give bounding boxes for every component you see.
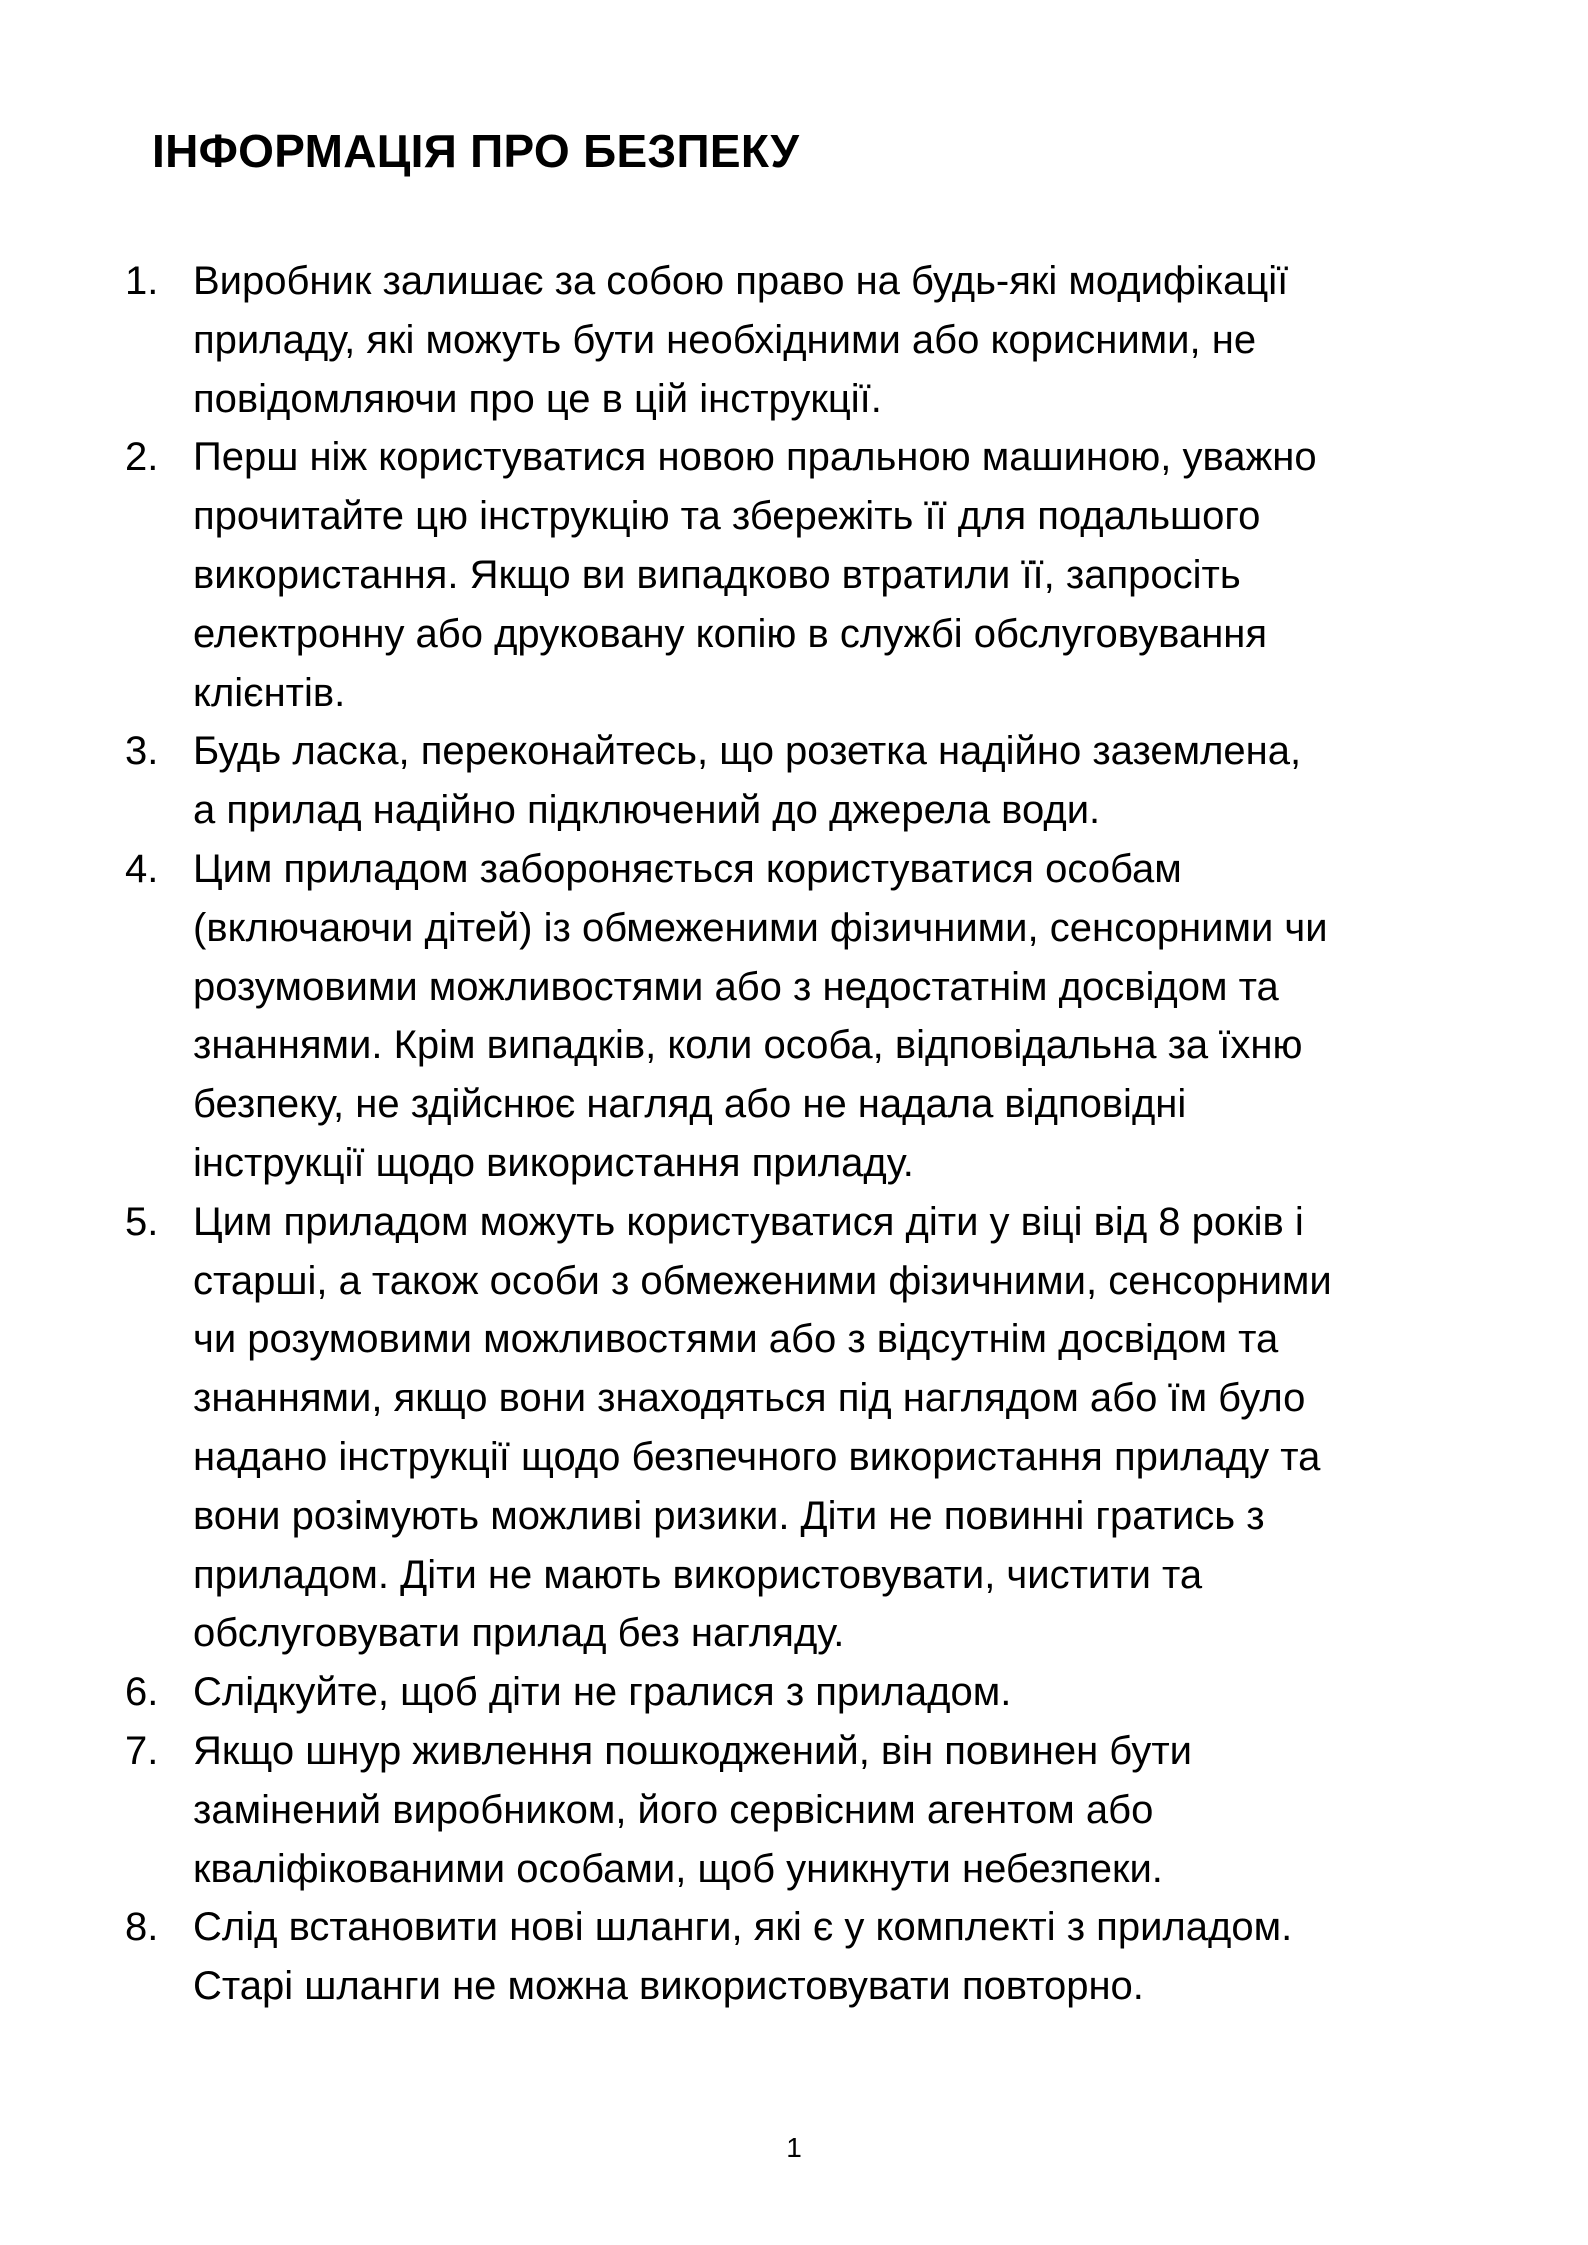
list-item bbox=[125, 840, 1515, 1193]
page-number: 1 bbox=[786, 2132, 802, 2163]
list-item-text: Слідкуйте, щоб діти не гралися з приладом. bbox=[193, 1670, 1012, 1715]
list-item bbox=[125, 428, 1515, 722]
list-item-number: 6. bbox=[125, 1670, 159, 1715]
list-item-number: 5. bbox=[125, 1199, 159, 1244]
list-item bbox=[125, 252, 1515, 428]
list-item-text: Будь ласка, переконайтесь, що розетка надійно заземлена, а прилад надійно підключений до джерела води. bbox=[193, 729, 1302, 833]
list-item-number: 1. bbox=[125, 259, 159, 303]
safety-list bbox=[125, 252, 1515, 2016]
list-item-text: Цим приладом забороняється користуватися особам (включаючи дітей) із обмеженими фізичними, сенсорними чи розумовими можливостями або з недостатнім досвідом та знаннями. Крім випадків, коли особа, відповідальна за їхню безпеку, не здійснює нагляд або не надала відповідні інструкції щодо використання приладу. bbox=[193, 846, 1328, 1185]
list-item bbox=[125, 1193, 1515, 1663]
list-item bbox=[125, 722, 1515, 840]
list-item bbox=[125, 1722, 1515, 1898]
list-item-text: Якщо шнур живлення пошкоджений, він повинен бути замінений виробником, його сервісним агентом або кваліфікованими особами, щоб уникнути небезпеки. bbox=[193, 1728, 1193, 1891]
list-item bbox=[125, 1898, 1515, 2016]
list-item-text: Виробник залишає за собою право на будь-які модифікації приладу, які можуть бути необхідними або корисними, не повідомляючи про це в цій інструкції. bbox=[193, 259, 1289, 421]
list-item-number: 2. bbox=[125, 435, 159, 480]
list-item bbox=[125, 1663, 1515, 1722]
page-title: ІНФОРМАЦІЯ ПРО БЕЗПЕКУ bbox=[152, 125, 800, 177]
list-item-text: Перш ніж користуватися новою пральною машиною, уважно прочитайте цю інструкцію та збережіть її для подальшого використання. Якщо ви випадково втратили її, запросіть електронну або друковану копію в службі обслуговування клієнтів. bbox=[193, 435, 1317, 715]
list-item-text: Слід встановити нові шланги, які є у комплекті з приладом. Старі шланги не можна використовувати повторно. bbox=[193, 1905, 1293, 2009]
list-item-number: 8. bbox=[125, 1905, 159, 1950]
list-item-number: 4. bbox=[125, 846, 159, 891]
list-item-number: 3. bbox=[125, 729, 159, 774]
list-item-number: 7. bbox=[125, 1728, 159, 1773]
list-item-text: Цим приладом можуть користуватися діти у віці від 8 років і старші, а також особи з обмеженими фізичними, сенсорними чи розумовими можливостями або з відсутнім досвідом та знаннями, якщо вони знаходяться під наглядом або їм було надано інструкції щодо безпечного використання приладу та вони розімують можливі ризики. Діти не повинні гратись з приладом. Діти не мають використовувати, чистити та обслуговувати прилад без нагляду. bbox=[193, 1199, 1332, 1656]
